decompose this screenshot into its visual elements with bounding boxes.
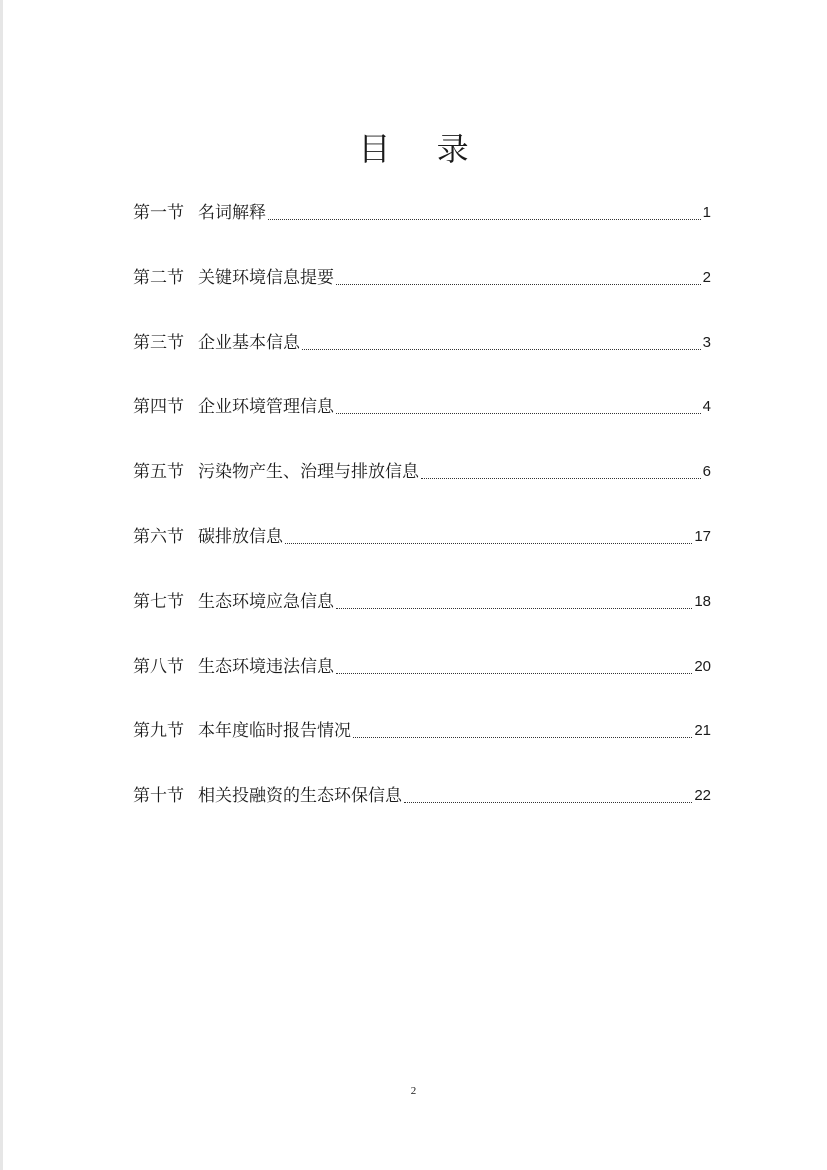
toc-heading: 目 录 (358, 130, 487, 168)
toc-page-number: 4 (702, 398, 711, 416)
page-footer-number: 2 (410, 1085, 417, 1097)
toc-section-title: 污染物产生、治理与排放信息 (198, 462, 419, 483)
table-of-contents (133, 200, 711, 848)
toc-section-number: 第十节 (133, 786, 184, 807)
toc-section-number: 第七节 (133, 591, 184, 612)
toc-section-title: 企业基本信息 (198, 332, 300, 353)
toc-dot-leader (421, 459, 701, 479)
toc-entry-10[interactable] (133, 783, 711, 848)
toc-page-number: 18 (694, 592, 711, 610)
toc-section-number: 第六节 (133, 526, 184, 547)
toc-page-number: 20 (694, 657, 711, 675)
toc-dot-leader (302, 330, 701, 350)
toc-dot-leader (336, 394, 701, 414)
toc-page-number: 1 (702, 204, 711, 221)
toc-page-number: 22 (694, 787, 711, 805)
toc-section-title: 生态环境应急信息 (198, 591, 334, 612)
toc-entry-7[interactable] (133, 589, 711, 654)
toc-section-number: 第三节 (133, 332, 184, 353)
toc-page-number: 21 (694, 722, 711, 740)
toc-section-number: 第九节 (133, 721, 184, 742)
toc-dot-leader (404, 783, 692, 803)
toc-section-title: 本年度临时报告情况 (198, 721, 351, 742)
page-edge (0, 0, 3, 1170)
toc-dot-leader (336, 589, 692, 609)
toc-section-title: 相关投融资的生态环保信息 (198, 786, 402, 807)
toc-dot-leader (268, 200, 701, 220)
toc-section-number: 第五节 (133, 462, 184, 483)
toc-entry-1[interactable] (133, 200, 711, 265)
toc-section-title: 碳排放信息 (198, 526, 283, 547)
toc-section-number: 第四节 (133, 397, 184, 418)
toc-section-number: 第八节 (133, 656, 184, 677)
toc-dot-leader (336, 654, 692, 674)
toc-section-title: 名词解释 (198, 203, 266, 223)
toc-section-title: 企业环境管理信息 (198, 397, 334, 418)
toc-dot-leader (353, 718, 692, 738)
toc-section-number: 第一节 (133, 203, 184, 223)
toc-section-title: 关键环境信息提要 (198, 267, 334, 288)
toc-page-number: 17 (694, 527, 711, 545)
toc-dot-leader (336, 265, 701, 285)
toc-entry-5[interactable] (133, 459, 711, 524)
toc-page-number: 3 (702, 333, 711, 351)
toc-entry-2[interactable] (133, 265, 711, 330)
toc-page-number: 6 (702, 463, 711, 481)
toc-entry-4[interactable] (133, 394, 711, 459)
toc-entry-6[interactable] (133, 524, 711, 589)
toc-section-number: 第二节 (133, 267, 184, 288)
toc-page-number: 2 (702, 268, 711, 286)
toc-section-title: 生态环境违法信息 (198, 656, 334, 677)
toc-dot-leader (285, 524, 692, 544)
toc-entry-3[interactable] (133, 330, 711, 395)
toc-entry-9[interactable] (133, 718, 711, 783)
toc-entry-8[interactable] (133, 654, 711, 719)
